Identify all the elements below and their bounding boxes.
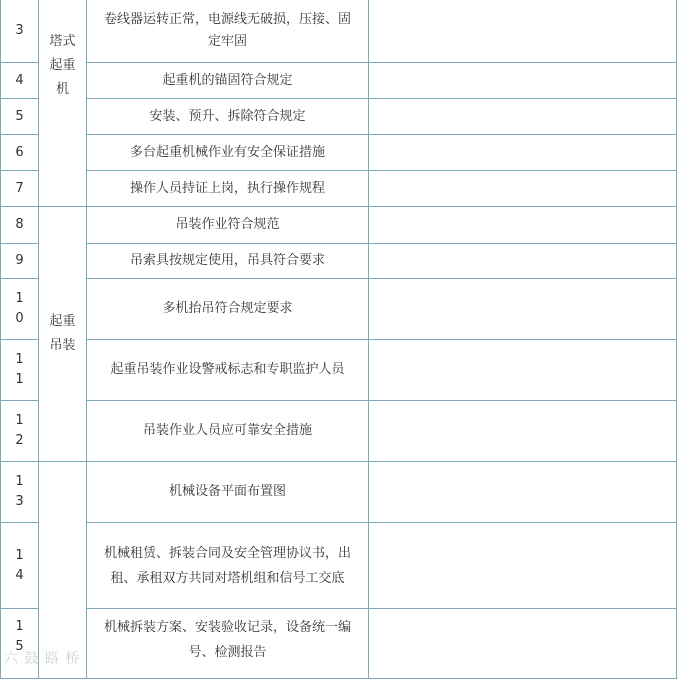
row-number: 1 0 bbox=[1, 279, 39, 340]
table-row bbox=[1, 279, 677, 340]
row-number: 4 bbox=[1, 63, 39, 99]
result-cell[interactable] bbox=[369, 340, 677, 401]
result-cell[interactable] bbox=[369, 207, 677, 244]
category-line: 吊装 bbox=[49, 338, 76, 353]
result-cell[interactable] bbox=[369, 462, 677, 523]
result-cell[interactable] bbox=[369, 135, 677, 171]
row-number: 9 bbox=[1, 244, 39, 279]
row-number: 3 bbox=[1, 0, 39, 63]
result-cell[interactable] bbox=[369, 401, 677, 462]
result-cell[interactable] bbox=[369, 99, 677, 135]
row-number: 1 4 bbox=[1, 523, 39, 609]
category-line: 机 bbox=[55, 82, 69, 97]
check-item: 多机抬吊符合规定要求 bbox=[87, 279, 369, 340]
result-cell[interactable] bbox=[369, 609, 677, 679]
row-number: 5 bbox=[1, 99, 39, 135]
result-cell[interactable] bbox=[369, 63, 677, 99]
row-number: 1 1 bbox=[1, 340, 39, 401]
check-item: 安装、预升、拆除符合规定 bbox=[87, 99, 369, 135]
table-row bbox=[1, 135, 677, 171]
row-number: 1 5 bbox=[1, 609, 39, 679]
category-tower-crane bbox=[39, 0, 87, 207]
row-number: 6 bbox=[1, 135, 39, 171]
check-item: 吊装作业人员应可靠安全措施 bbox=[87, 401, 369, 462]
row-number: 1 3 bbox=[1, 462, 39, 523]
check-item: 卷线器运转正常，电源线无破损，压接、固定牢固 bbox=[87, 0, 369, 63]
result-cell[interactable] bbox=[369, 171, 677, 207]
table-row bbox=[1, 401, 677, 462]
check-item: 机械设备平面布置图 bbox=[87, 462, 369, 523]
table-row bbox=[1, 0, 677, 63]
row-number: 1 2 bbox=[1, 401, 39, 462]
result-cell[interactable] bbox=[369, 523, 677, 609]
check-item: 操作人员持证上岗，执行操作规程 bbox=[87, 171, 369, 207]
category-line: 塔式 bbox=[49, 34, 76, 49]
check-item: 吊装作业符合规范 bbox=[87, 207, 369, 244]
check-item: 起重机的锚固符合规定 bbox=[87, 63, 369, 99]
check-item: 吊索具按规定使用，吊具符合要求 bbox=[87, 244, 369, 279]
table-row bbox=[1, 340, 677, 401]
category-line: 起重 bbox=[49, 314, 76, 329]
row-number: 7 bbox=[1, 171, 39, 207]
table-row bbox=[1, 244, 677, 279]
table-row bbox=[1, 609, 677, 679]
check-item: 起重吊装作业设警戒标志和专职监护人员 bbox=[87, 340, 369, 401]
table-row bbox=[1, 63, 677, 99]
check-item: 机械租赁、拆装合同及安全管理协议书，出租、承租双方共同对塔机组和信号工交底 bbox=[87, 523, 369, 609]
table-row bbox=[1, 207, 677, 244]
result-cell[interactable] bbox=[369, 244, 677, 279]
table-row bbox=[1, 523, 677, 609]
category-lifting bbox=[39, 207, 87, 462]
category-empty bbox=[39, 462, 87, 679]
check-item: 机械拆装方案、安装验收记录，设备统一编号、检测报告 bbox=[87, 609, 369, 679]
result-cell[interactable] bbox=[369, 0, 677, 63]
table-row bbox=[1, 99, 677, 135]
check-item: 多台起重机械作业有安全保证措施 bbox=[87, 135, 369, 171]
category-line: 起重 bbox=[49, 58, 76, 73]
table-row bbox=[1, 171, 677, 207]
result-cell[interactable] bbox=[369, 279, 677, 340]
table-row bbox=[1, 462, 677, 523]
watermark: 六 鼓 路 桥 bbox=[4, 651, 81, 667]
row-number: 8 bbox=[1, 207, 39, 244]
